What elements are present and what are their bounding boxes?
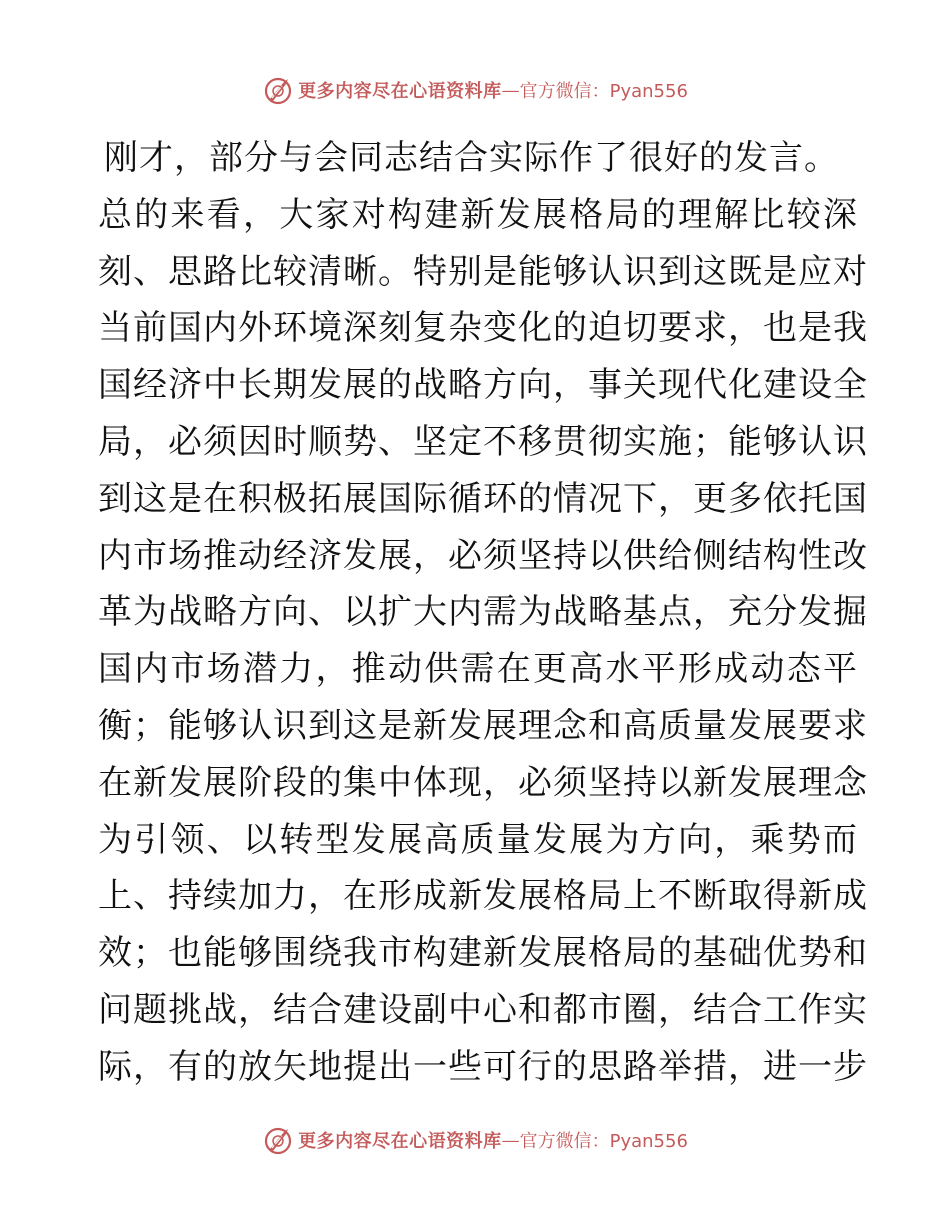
body-line: 总的来看，大家对构建新发展格局的理解比较深 bbox=[98, 194, 858, 235]
body-line: 国经济中长期发展的战略方向，事关现代化建设全 bbox=[98, 365, 868, 406]
body-line: 问题挑战，结合建设副中心和都市圈，结合工作实 bbox=[98, 989, 868, 1030]
footer-separator: — bbox=[501, 1129, 520, 1151]
footer-brand-text: 更多内容尽在心语资料库 bbox=[298, 1131, 502, 1152]
body-line: 在新发展阶段的集中体现，必须坚持以新发展理念 bbox=[98, 762, 868, 803]
quill-pen-logo-icon bbox=[262, 74, 294, 106]
body-line: 上、持续加力，在形成新发展格局上不断取得新成 bbox=[98, 876, 868, 917]
header-brand-text: 更多内容尽在心语资料库 bbox=[298, 81, 502, 102]
body-line: 内市场推动经济发展，必须坚持以供给侧结构性改 bbox=[98, 535, 868, 576]
body-line: 革为战略方向、以扩大内需为战略基点，充分发掘 bbox=[98, 592, 868, 633]
body-line: 刻、思路比较清晰。特别是能够认识到这既是应对 bbox=[98, 251, 868, 292]
quill-pen-logo-icon bbox=[262, 1124, 294, 1156]
body-line: 效；也能够围绕我市构建新发展格局的基础优势和 bbox=[98, 933, 868, 974]
header-banner bbox=[0, 70, 950, 110]
body-line: 到这是在积极拓展国际循环的情况下，更多依托国 bbox=[98, 478, 868, 519]
body-line: 当前国内外环境深刻复杂变化的迫切要求，也是我 bbox=[98, 308, 868, 349]
body-line: 际，有的放矢地提出一些可行的思路举措，进一步 bbox=[98, 1046, 868, 1087]
header-separator: — bbox=[501, 79, 520, 101]
document-body bbox=[98, 130, 868, 1096]
body-line: 刚才，部分与会同志结合实际作了很好的发言。 bbox=[104, 138, 839, 178]
body-line: 局，必须因时顺势、坚定不移贯彻实施；能够认识 bbox=[98, 421, 868, 462]
header-wechat-text: 官方微信：Pyan556 bbox=[519, 81, 688, 102]
footer-banner bbox=[0, 1120, 950, 1160]
body-line: 衡；能够认识到这是新发展理念和高质量发展要求 bbox=[98, 705, 868, 746]
body-line: 为引领、以转型发展高质量发展为方向，乘势而 bbox=[98, 819, 858, 860]
footer-wechat-text: 官方微信：Pyan556 bbox=[519, 1131, 688, 1152]
body-line: 国内市场潜力，推动供需在更高水平形成动态平 bbox=[98, 649, 858, 690]
